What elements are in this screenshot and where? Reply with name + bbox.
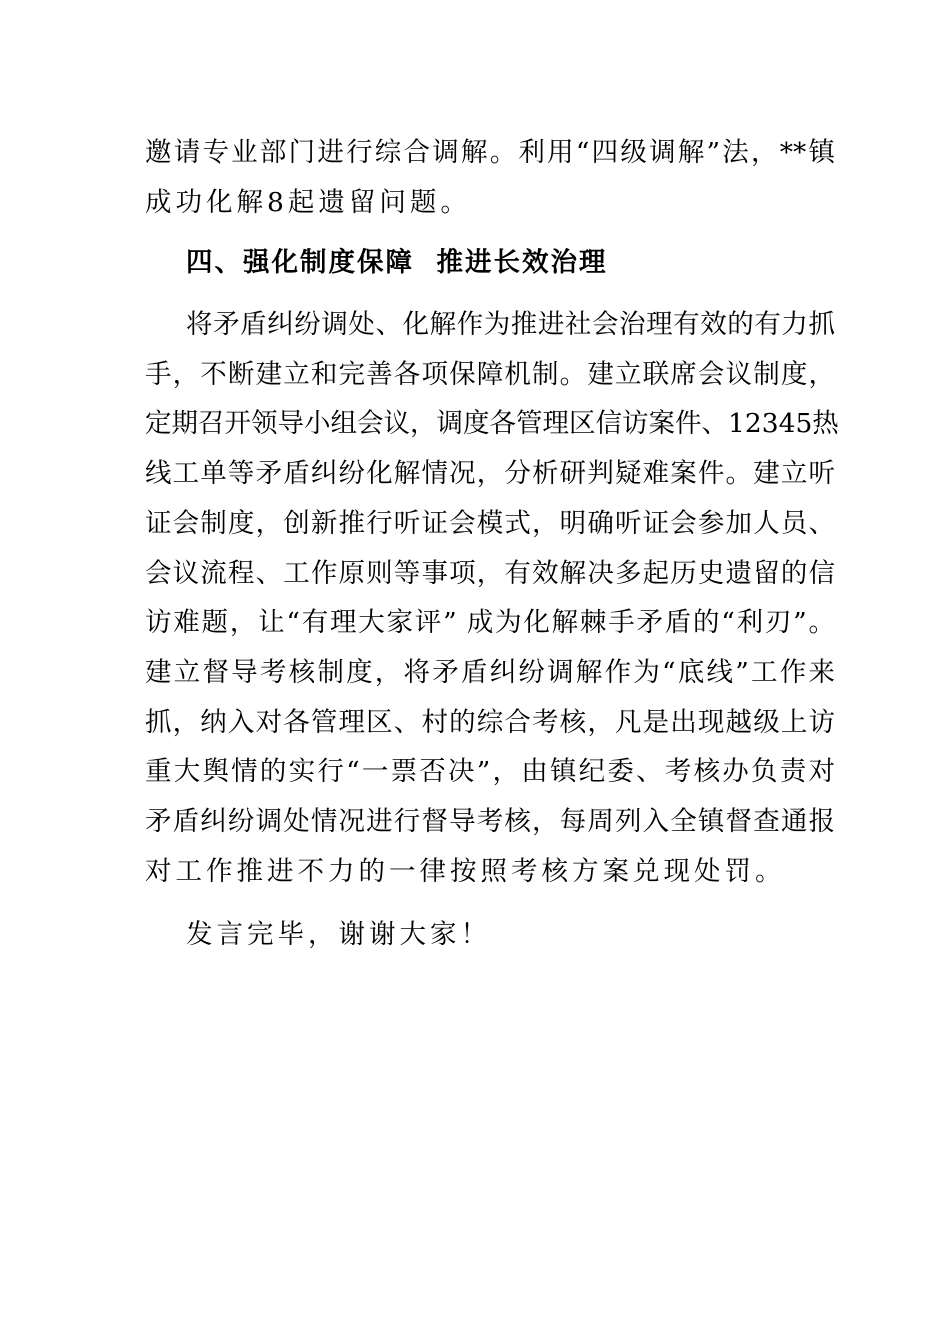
main-line-10: 重大舆情的实行“一票否决”，由镇纪委、考核办负责对 <box>145 756 835 787</box>
main-line-11: 矛盾纠纷调处情况进行督导考核，每周列入全镇督查通报 <box>145 806 835 837</box>
main-line-9: 抓，纳入对各管理区、村的综合考核，凡是出现越级上访 <box>145 707 835 738</box>
main-line-5: 证会制度，创新推行听证会模式，明确听证会参加人员、 <box>145 508 835 539</box>
main-line-6: 会议流程、工作原则等事项，有效解决多起历史遗留的信 <box>145 558 835 589</box>
main-line-8: 建立督导考核制度，将矛盾纠纷调解作为“底线”工作来 <box>145 657 835 688</box>
main-line-12: 对工作推进不力的一律按照考核方案兑现处罚。 <box>145 856 786 887</box>
main-line-3: 定期召开领导小组会议，调度各管理区信访案件、12345热 <box>145 408 839 439</box>
intro-line-2: 成功化解8起遗留问题。 <box>145 187 471 218</box>
section-heading: 四、强化制度保障 推进长效治理 <box>186 247 608 278</box>
main-line-4: 线工单等矛盾纠纷化解情况，分析研判疑难案件。建立听 <box>145 458 835 489</box>
main-line-7: 访难题，让“有理大家评” 成为化解棘手矛盾的“利刃”。 <box>145 607 835 638</box>
main-line-1: 将矛盾纠纷调处、化解作为推进社会治理有效的有力抓 <box>186 309 835 340</box>
intro-line-1: 邀请专业部门进行综合调解。利用“四级调解”法，**镇 <box>145 137 835 168</box>
closing-remark: 发言完毕，谢谢大家！ <box>186 919 491 950</box>
main-line-2: 手，不断建立和完善各项保障机制。建立联席会议制度， <box>145 359 835 390</box>
